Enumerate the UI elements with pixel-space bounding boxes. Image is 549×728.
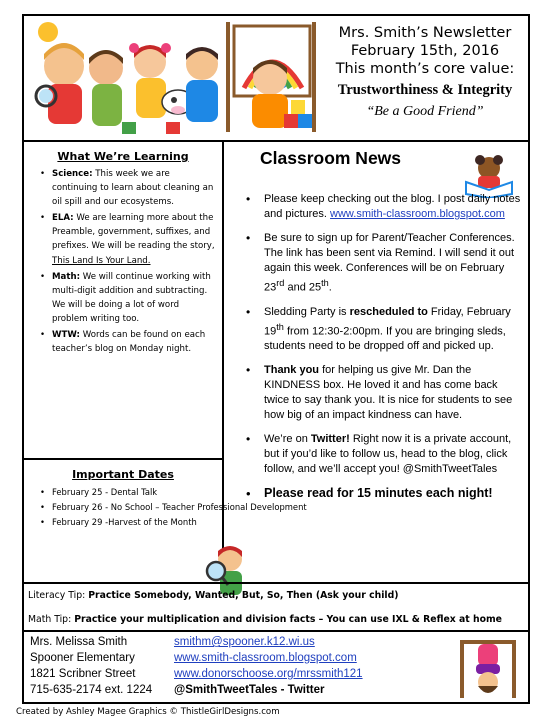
blog-link[interactable]: www.smith-classroom.blogspot.com [330,208,505,220]
list-item: • Math: We will continue working with multi-digit addition and subtracting. We will be doing a lot of word problem writing too. [30,270,216,326]
list-item: • We’re on Twitter! Right now it is a private account, but if you’d like to follow us, head to the blog, click follow, and we’ll accept you! @SmithTweetTales [238,432,522,477]
list-item: • Please keep checking out the blog. I post daily notes and pictures. www.smith-classroom.blogspot.com [238,192,522,222]
blog-link[interactable]: www.smith-classroom.blogspot.com [174,652,357,664]
donors-choose-link[interactable]: www.donorschoose.org/mrssmith121 [174,668,363,680]
math-tip: Math Tip: Practice your multiplication and division facts – You can use IXL & Reflex at home [28,614,502,625]
list-item: • ELA: We are learning more about the Preamble, government, suffixes, and prefixes. We will be reading the story, This Land Is Your Land. [30,211,216,267]
teacher-name: Mrs. Melissa Smith [30,636,128,648]
core-value-quote: “Be a Good Friend” [366,104,484,119]
newsletter-header [24,16,528,142]
phone-number: 715-635-2174 ext. 1224 [30,684,153,696]
dates-title: Important Dates [72,468,174,481]
school-name: Spooner Elementary [30,652,135,664]
street-address: 1821 Scribner Street [30,668,136,680]
core-value: Trustworthiness & Integrity [337,82,513,98]
dates-box [24,462,307,582]
left-column [24,142,307,582]
newsletter-title: Mrs. Smith’s Newsletter [338,25,512,41]
list-item: • February 26 - No School – Teacher Professional Development [30,500,216,515]
list-item: • Science: This week we are continuing to learn about cleaning an oil spill and our ecosystems. [30,167,216,209]
credit-line: Created by Ashley Magee Graphics © ThistleGirlDesigns.com [16,707,280,717]
header-text [322,24,528,122]
core-value-label: This month’s core value: [335,61,515,77]
email-link[interactable]: smithm@spooner.k12.wi.us [174,636,315,648]
list-item: • WTW: Words can be found on each teacher’s blog on Monday night. [30,328,216,356]
learning-title: What We’re Learning [57,150,189,163]
reading-reminder: Please read for 15 minutes each night! [264,486,493,501]
story-title: This Land Is Your Land. [52,255,151,266]
tips-section [24,582,528,632]
list-item: • February 29 -Harvest of the Month [30,515,216,530]
literacy-tip: Literacy Tip: Practice Somebody, Wanted, But, So, Then (Ask your child) [28,590,399,601]
newsletter-frame [22,14,530,704]
learning-list [30,167,216,356]
newsletter-date: February 15th, 2016 [350,43,500,59]
list-item: • Be sure to sign up for Parent/Teacher Conferences. The link has been sent via Remind. I will send it out again this week. Conferences will be on February 23rd and 25th. [238,231,522,296]
news-list [238,192,522,511]
contact-section [24,632,528,702]
hanging-girl-icon [456,638,520,700]
classroom-news-title: Classroom News [260,148,402,168]
list-item: • February 25 - Dental Talk [30,485,216,500]
list-item: • Sledding Party is rescheduled to Friday, February 19th from 12:30-2:00pm. If you are bringing sleds, students need to be dropped off and picked up. [238,305,522,355]
learning-box [24,142,222,460]
kids-clipart-icon [26,18,321,136]
twitter-handle: @SmithTweetTales - Twitter [174,684,325,696]
list-item: • Thank you for helping us give Mr. Dan the KINDNESS box. He loved it and has come back twice to say thank you. It is nice for students to see how big of an impact kindness can have. [238,363,522,423]
list-item [238,486,522,502]
right-column [224,142,528,582]
dates-list [30,485,307,530]
